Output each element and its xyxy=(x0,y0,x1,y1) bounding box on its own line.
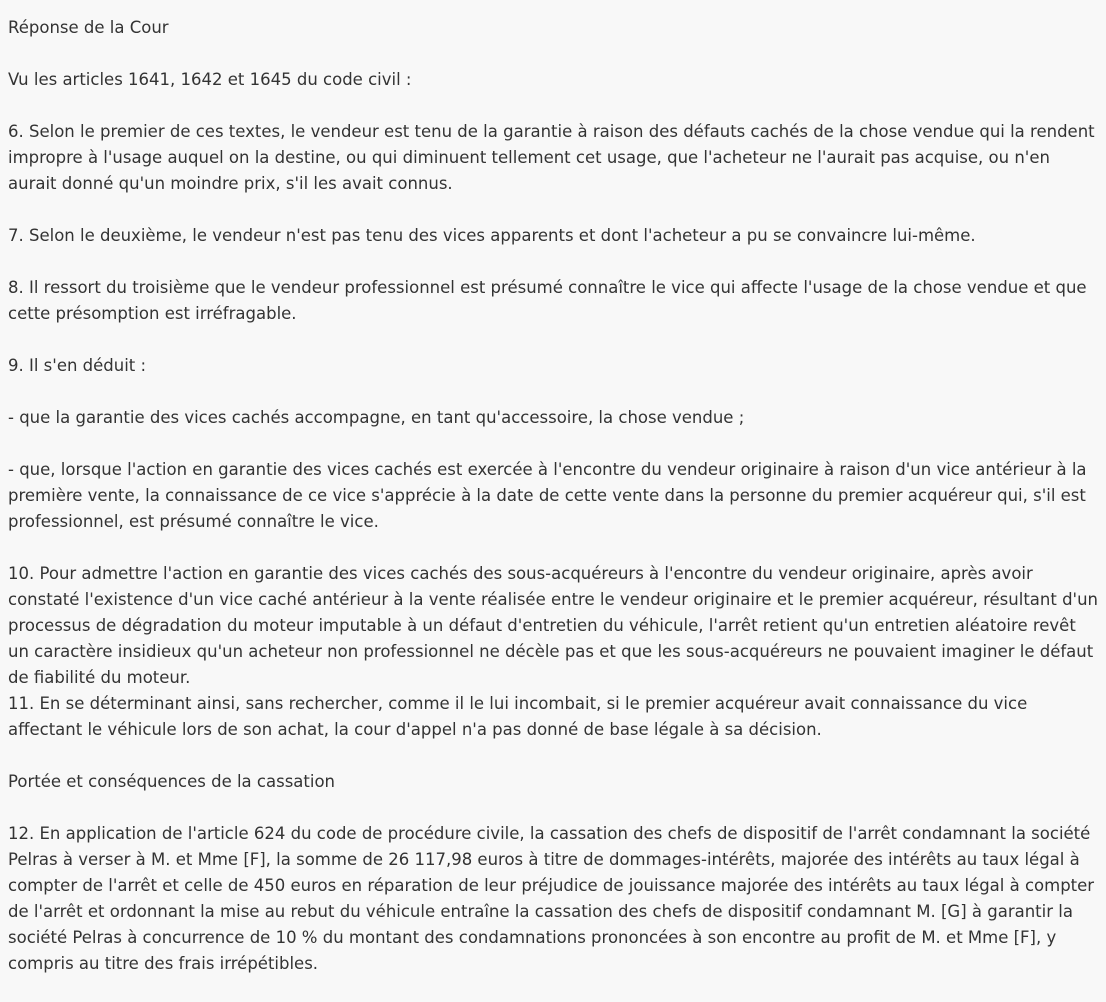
paragraph-11: 11. En se déterminant ainsi, sans rechercher, comme il le lui incombait, si le premier acquéreur avait connaissance du vice affectant le véhicule lors de son achat, la cour d'appel n'a pas donné de base légale à sa décision. xyxy=(8,694,1028,739)
paragraph-10: 10. Pour admettre l'action en garantie des vices cachés des sous-acquéreurs à l'encontre du vendeur originaire, après avoir constaté l'existence d'un vice caché antérieur à la vente réalisée entre le vendeur originaire et le premier acquéreur, résultant d'un processus de dégradation du moteur imputable à un défaut d'entretien du véhicule, l'arrêt retient qu'un entretien aléatoire revêt un caractère insidieux qu'un acheteur non professionnel ne décèle pas et que les sous-acquéreurs ne pouvaient imaginer le défaut de fiabilité du moteur. xyxy=(8,564,1098,687)
paragraph-gap xyxy=(8,41,1098,67)
section-heading-portee: Portée et conséquences de la cassation xyxy=(8,772,336,791)
paragraph-12: 12. En application de l'article 624 du code de procédure civile, la cassation des chefs de dispositif de l'arrêt condamnant la société Pelras à verser à M. et Mme [F], la somme de 26 117,98 euros à titre de dommages-intérêts, majorée des intérêts au taux légal à compter de l'arrêt et celle de 450 euros en réparation de leur préjudice de jouissance majorée des intérêts au taux légal à compter de l'arrêt et ordonnant la mise au rebut du véhicule entraîne la cassation des chefs de dispositif condamnant M. [G] à garantir la société Pelras à concurrence de 10 % du montant des condamnations prononcées à son encontre au profit de M. et Mme [F], y compris au titre des frais irrépétibles. xyxy=(8,824,1095,973)
paragraph-8: 8. Il ressort du troisième que le vendeur professionnel est présumé connaître le vice qui affecte l'usage de la chose vendue et que cette présomption est irréfragable. xyxy=(8,278,1087,323)
paragraph-gap xyxy=(8,535,1098,561)
paragraph-9-item-a: - que la garantie des vices cachés accompagne, en tant qu'accessoire, la chose vendue ; xyxy=(8,408,745,427)
paragraph-gap xyxy=(8,431,1098,457)
paragraph-gap xyxy=(8,197,1098,223)
paragraph-7: 7. Selon le deuxième, le vendeur n'est pas tenu des vices apparents et dont l'acheteur a pu se convaincre lui-même. xyxy=(8,226,976,245)
paragraph-gap xyxy=(8,249,1098,275)
paragraph-6: 6. Selon le premier de ces textes, le vendeur est tenu de la garantie à raison des défauts cachés de la chose vendue qui la rendent impropre à l'usage auquel on la destine, ou qui diminuent tellement cet usage, que l'acheteur ne l'aurait pas acquise, ou n'en aurait donné qu'un moindre prix, s'il les avait connus. xyxy=(8,122,1095,193)
paragraph-gap xyxy=(8,379,1098,405)
paragraph-gap xyxy=(8,743,1098,769)
paragraph-gap xyxy=(8,93,1098,119)
paragraph-9: 9. Il s'en déduit : xyxy=(8,356,147,375)
paragraph-9-item-b: - que, lorsque l'action en garantie des vices cachés est exercée à l'encontre du vendeur originaire à raison d'un vice antérieur à la première vente, la connaissance de ce vice s'apprécie à la date de cette vente dans la personne du premier acquéreur qui, s'il est professionnel, est présumé connaître le vice. xyxy=(8,460,1087,531)
paragraph-gap xyxy=(8,327,1098,353)
legal-basis-line: Vu les articles 1641, 1642 et 1645 du code civil : xyxy=(8,70,412,89)
paragraph-gap xyxy=(8,795,1098,821)
section-heading-response: Réponse de la Cour xyxy=(8,18,169,37)
